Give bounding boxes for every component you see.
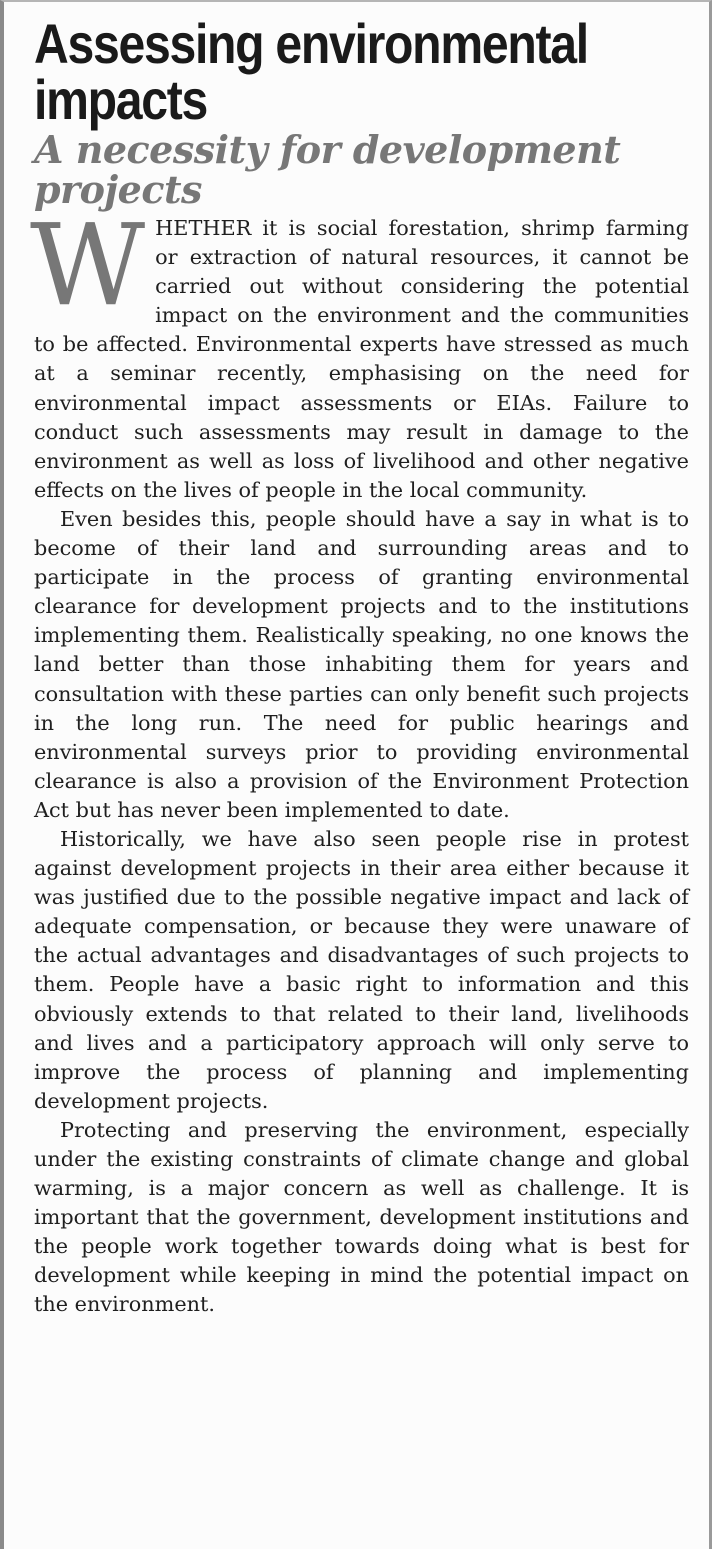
headline: Assessing environmental impacts bbox=[34, 12, 588, 131]
subheadline: A necessity for development projects bbox=[34, 127, 621, 212]
paragraph-3: Historically, we have also seen people rise in protest against development projects in their area either because it was justified due to the possible negative impact and lack of adequate compensation, or because they were unaware of the actual advantages and disadvantages of such projects to them. People have a basic right to information and this obviously extends to that related to their land, livelihoods and lives and a participatory approach will only serve to improve the process of planning and implementing development projects. bbox=[34, 826, 689, 1113]
drop-cap: W bbox=[30, 201, 146, 331]
paragraph-1 bbox=[30, 201, 689, 505]
paragraph-1-text: HETHER it is social forestation, shrimp farming or extraction of natural resources, it cannot be carried out without considering the potential impact on the environment and the communities to be affected. Environmental experts have stressed as much at a seminar recently, emphasising on the need for environmental impact assessments or EIAs. Failure to conduct such assessments may result in damage to the environment as well as loss of livelihood and other negative effects on the lives of people in the local community. bbox=[34, 216, 689, 502]
article-body bbox=[30, 201, 689, 1320]
paragraph-2: Even besides this, people should have a say in what is to become of their land and surrounding areas and to participate in the process of granting environmental clearance for development projects and to the institutions implementing them. Realistically speaking, no one knows the land better than those inhabiting them for years and consultation with these parties can only benefit such projects in the long run. The need for public hearings and environmental surveys prior to providing environmental clearance is also a provision of the Environment Protection Act but has never been implemented to date. bbox=[34, 506, 689, 822]
paragraph-4: Protecting and preserving the environment, especially under the existing constraints of climate change and global warming, is a major concern as well as challenge. It is important that the government, development institutions and the people work together towards doing what is best for development while keeping in mind the potential impact on the environment. bbox=[34, 1117, 689, 1317]
